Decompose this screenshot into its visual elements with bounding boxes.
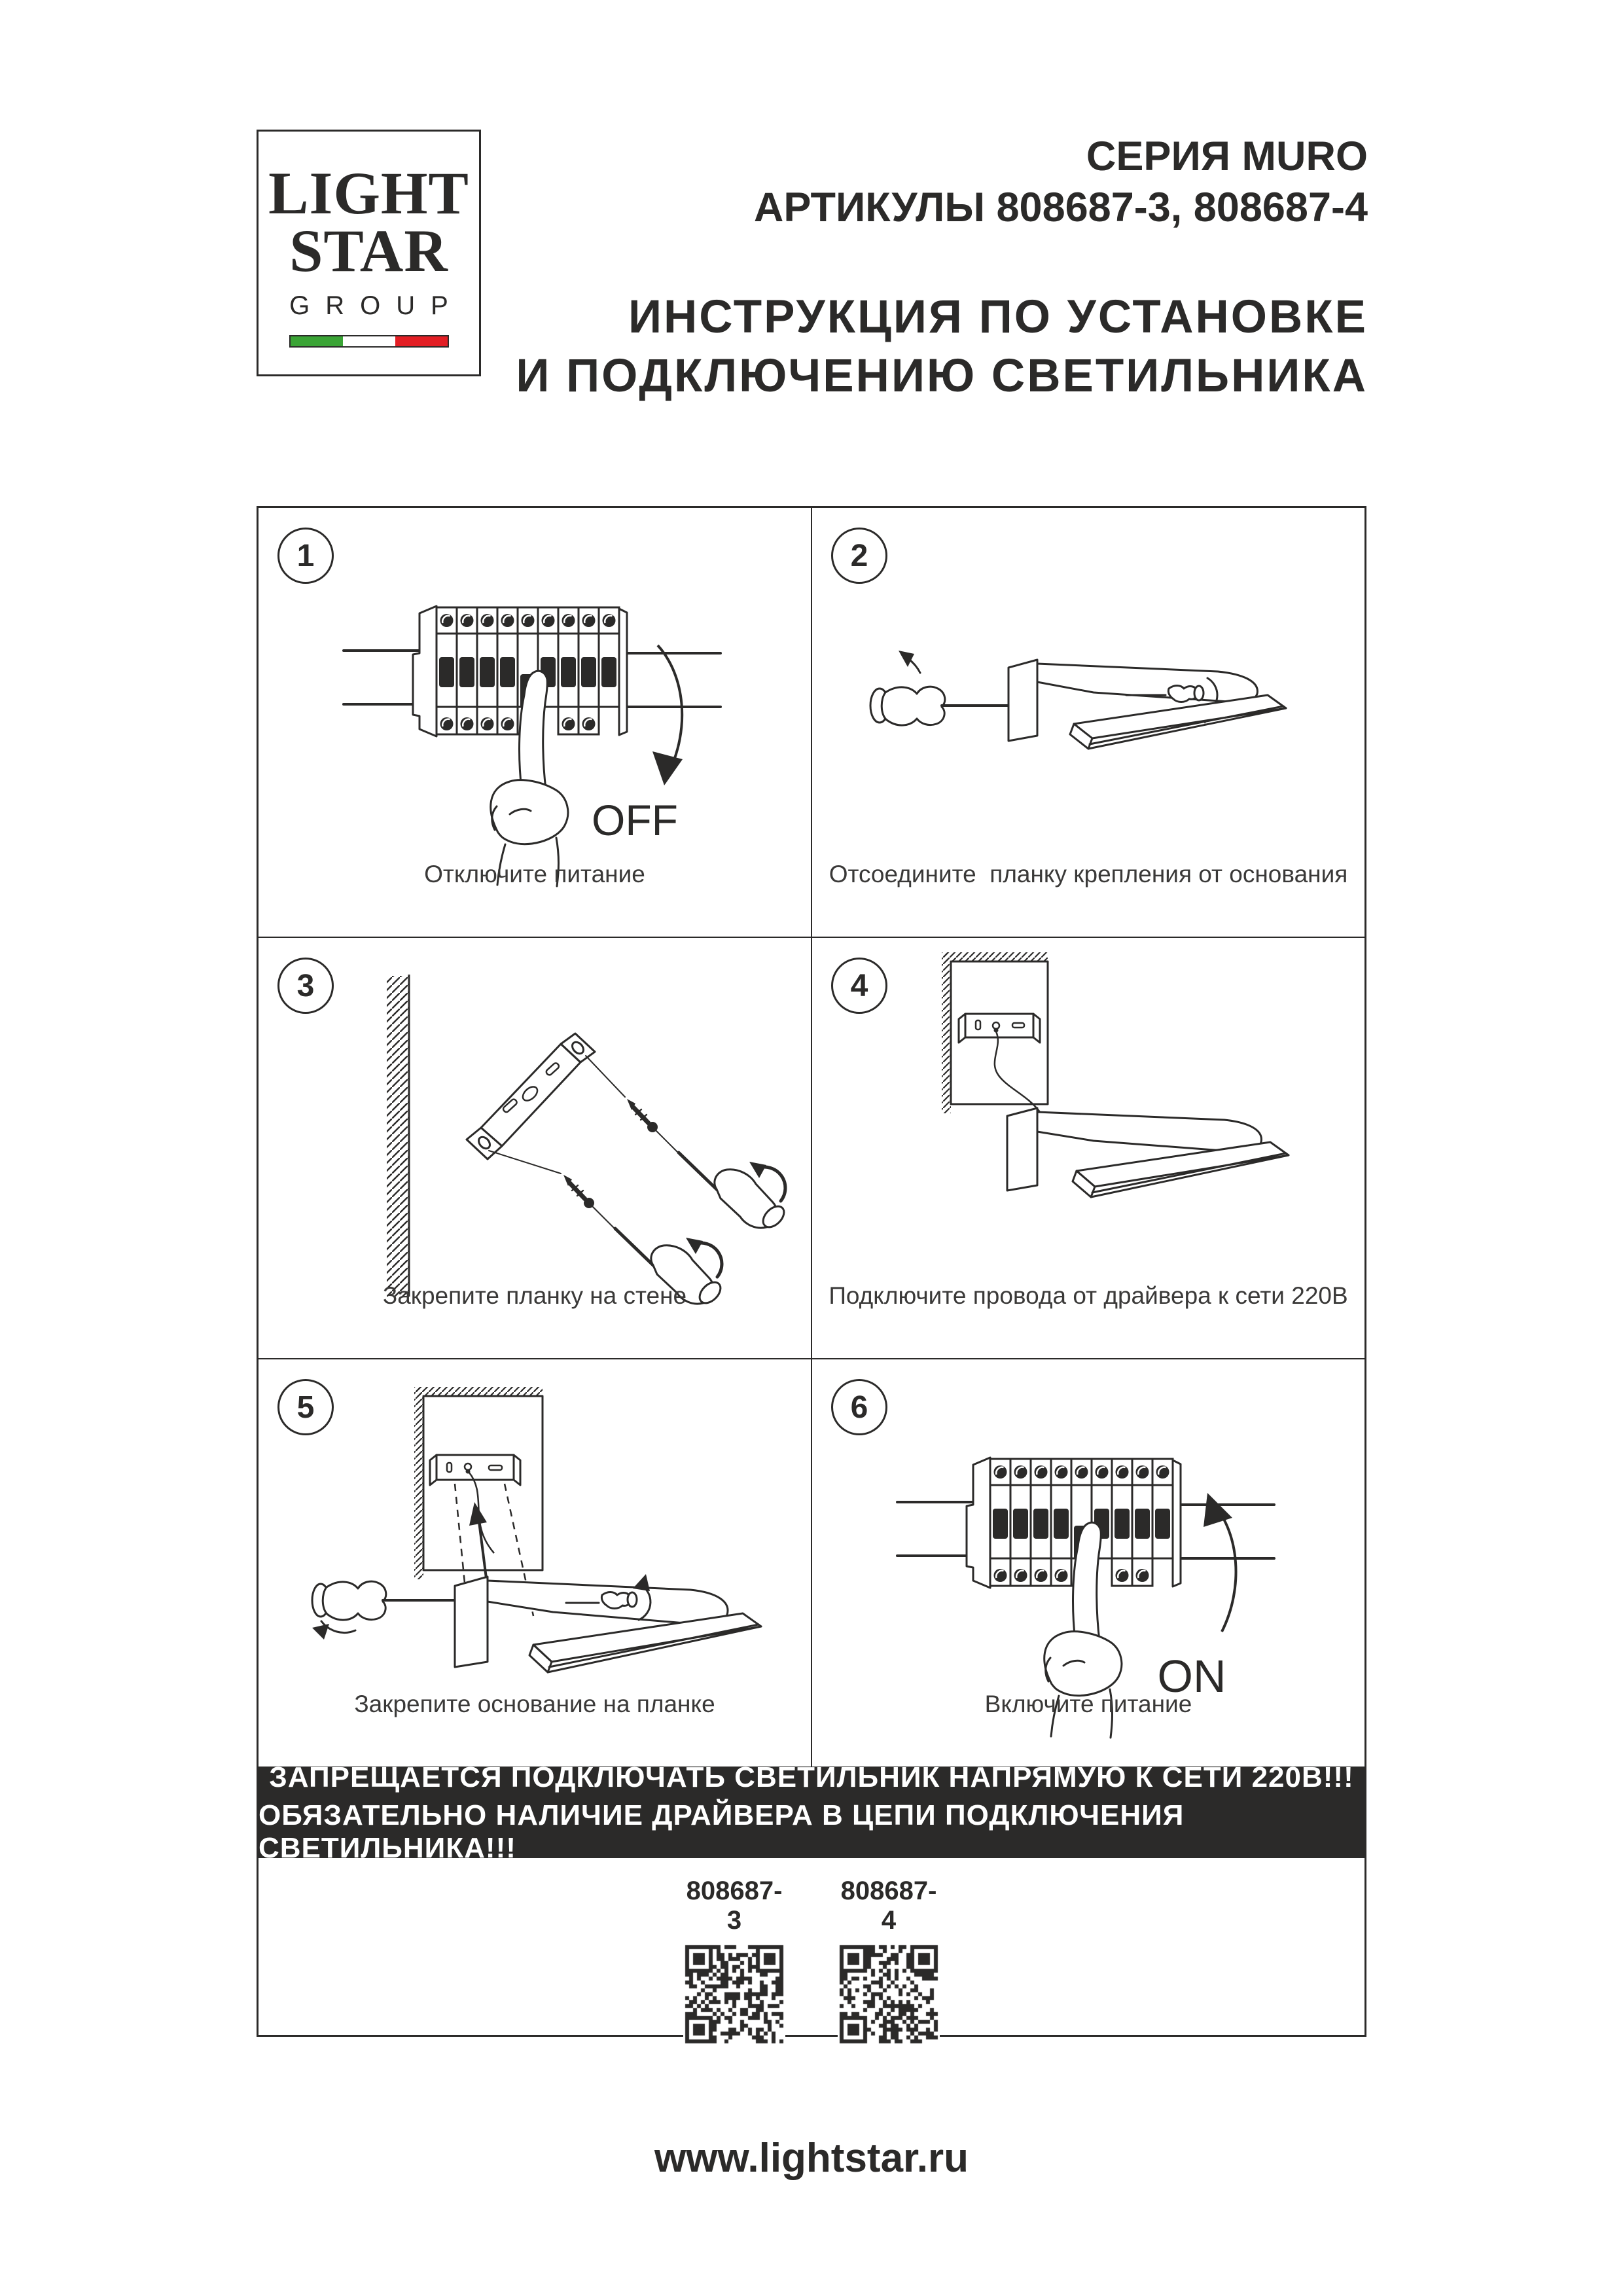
qr-item-2 — [838, 1876, 940, 2035]
wall-lamp — [455, 1574, 761, 1672]
warning-banner — [259, 1761, 1364, 1864]
instruction-title-line2: И ПОДКЛЮЧЕНИЮ СВЕТИЛЬНИКА — [516, 350, 1368, 402]
qr-section — [259, 1858, 1364, 2035]
step-1-cell — [259, 508, 812, 937]
series-line: СЕРИЯ MURO — [1086, 134, 1368, 179]
qr-item-1 — [683, 1876, 785, 2035]
instruction-grid — [257, 506, 1366, 2037]
logo-word-star: STAR — [289, 217, 448, 284]
wall-lamp — [1007, 1108, 1289, 1197]
step-5-number: 5 — [296, 1390, 315, 1425]
step-5-caption: Закрепите основание на планке — [354, 1691, 715, 1717]
wall-hatching — [387, 976, 409, 1297]
step-1-caption: Отключите питание — [424, 861, 645, 888]
qr-code-2 — [838, 1943, 940, 2045]
warning-line-2: ОБЯЗАТЕЛЬНО НАЛИЧИЕ ДРАЙВЕРА В ЦЕПИ ПОДКЛЮЧЕНИЯ СВЕТИЛЬНИКА!!! — [259, 1799, 1185, 1864]
flag-white-segment — [343, 336, 395, 346]
article-number-2: 808687-4 — [840, 1876, 937, 1935]
website-url: www.lightstar.ru — [654, 2136, 969, 2181]
step-4-cell — [812, 938, 1364, 1358]
logo-word-light: LIGHT — [268, 160, 469, 226]
step-2-caption: Отсоедините планку крепления от основания — [829, 861, 1348, 888]
article-number-1: 808687-3 — [686, 1876, 783, 1935]
arrow-down-icon — [652, 645, 683, 785]
wall-hatching — [414, 1387, 543, 1396]
warning-line-1: ЗАПРЕЩАЕТСЯ ПОДКЛЮЧАТЬ СВЕТИЛЬНИК НАПРЯМУЮ К СЕТИ 220В!!! — [269, 1761, 1354, 1793]
lightstar-logo — [257, 130, 481, 376]
step-6-caption: Включите питание — [984, 1691, 1192, 1717]
title-block — [516, 131, 1368, 406]
arrow-up-icon — [1204, 1493, 1236, 1632]
italian-flag-bar — [289, 335, 449, 348]
step-6-cell — [812, 1359, 1364, 1767]
step-2-cell — [812, 508, 1364, 937]
on-label: ON — [1157, 1651, 1226, 1702]
step-3-number: 3 — [296, 968, 315, 1003]
off-label: OFF — [592, 796, 678, 844]
step-5-cell — [259, 1359, 812, 1767]
grid-row-3 — [259, 1359, 1364, 1768]
qr-code-1 — [683, 1943, 785, 2045]
logo-word-group: GROUP — [289, 291, 464, 320]
wall-hatching — [942, 952, 1048, 961]
articles-line: АРТИКУЛЫ 808687-3, 808687-4 — [753, 185, 1368, 230]
step-2-number: 2 — [850, 538, 868, 573]
step-3-caption: Закрепите планку на стене — [382, 1282, 687, 1309]
flag-green-segment — [291, 336, 343, 346]
flag-red-segment — [395, 336, 448, 346]
step-3-cell — [259, 938, 812, 1358]
step-6-number: 6 — [850, 1390, 868, 1425]
step-4-caption: Подключите провода от драйвера к сети 220В — [829, 1282, 1348, 1309]
grid-row-2 — [259, 938, 1364, 1359]
step-1-number: 1 — [296, 538, 315, 573]
step-4-number: 4 — [850, 968, 868, 1003]
grid-row-1 — [259, 508, 1364, 938]
instruction-title-line1: ИНСТРУКЦИЯ ПО УСТАНОВКЕ — [628, 291, 1368, 343]
